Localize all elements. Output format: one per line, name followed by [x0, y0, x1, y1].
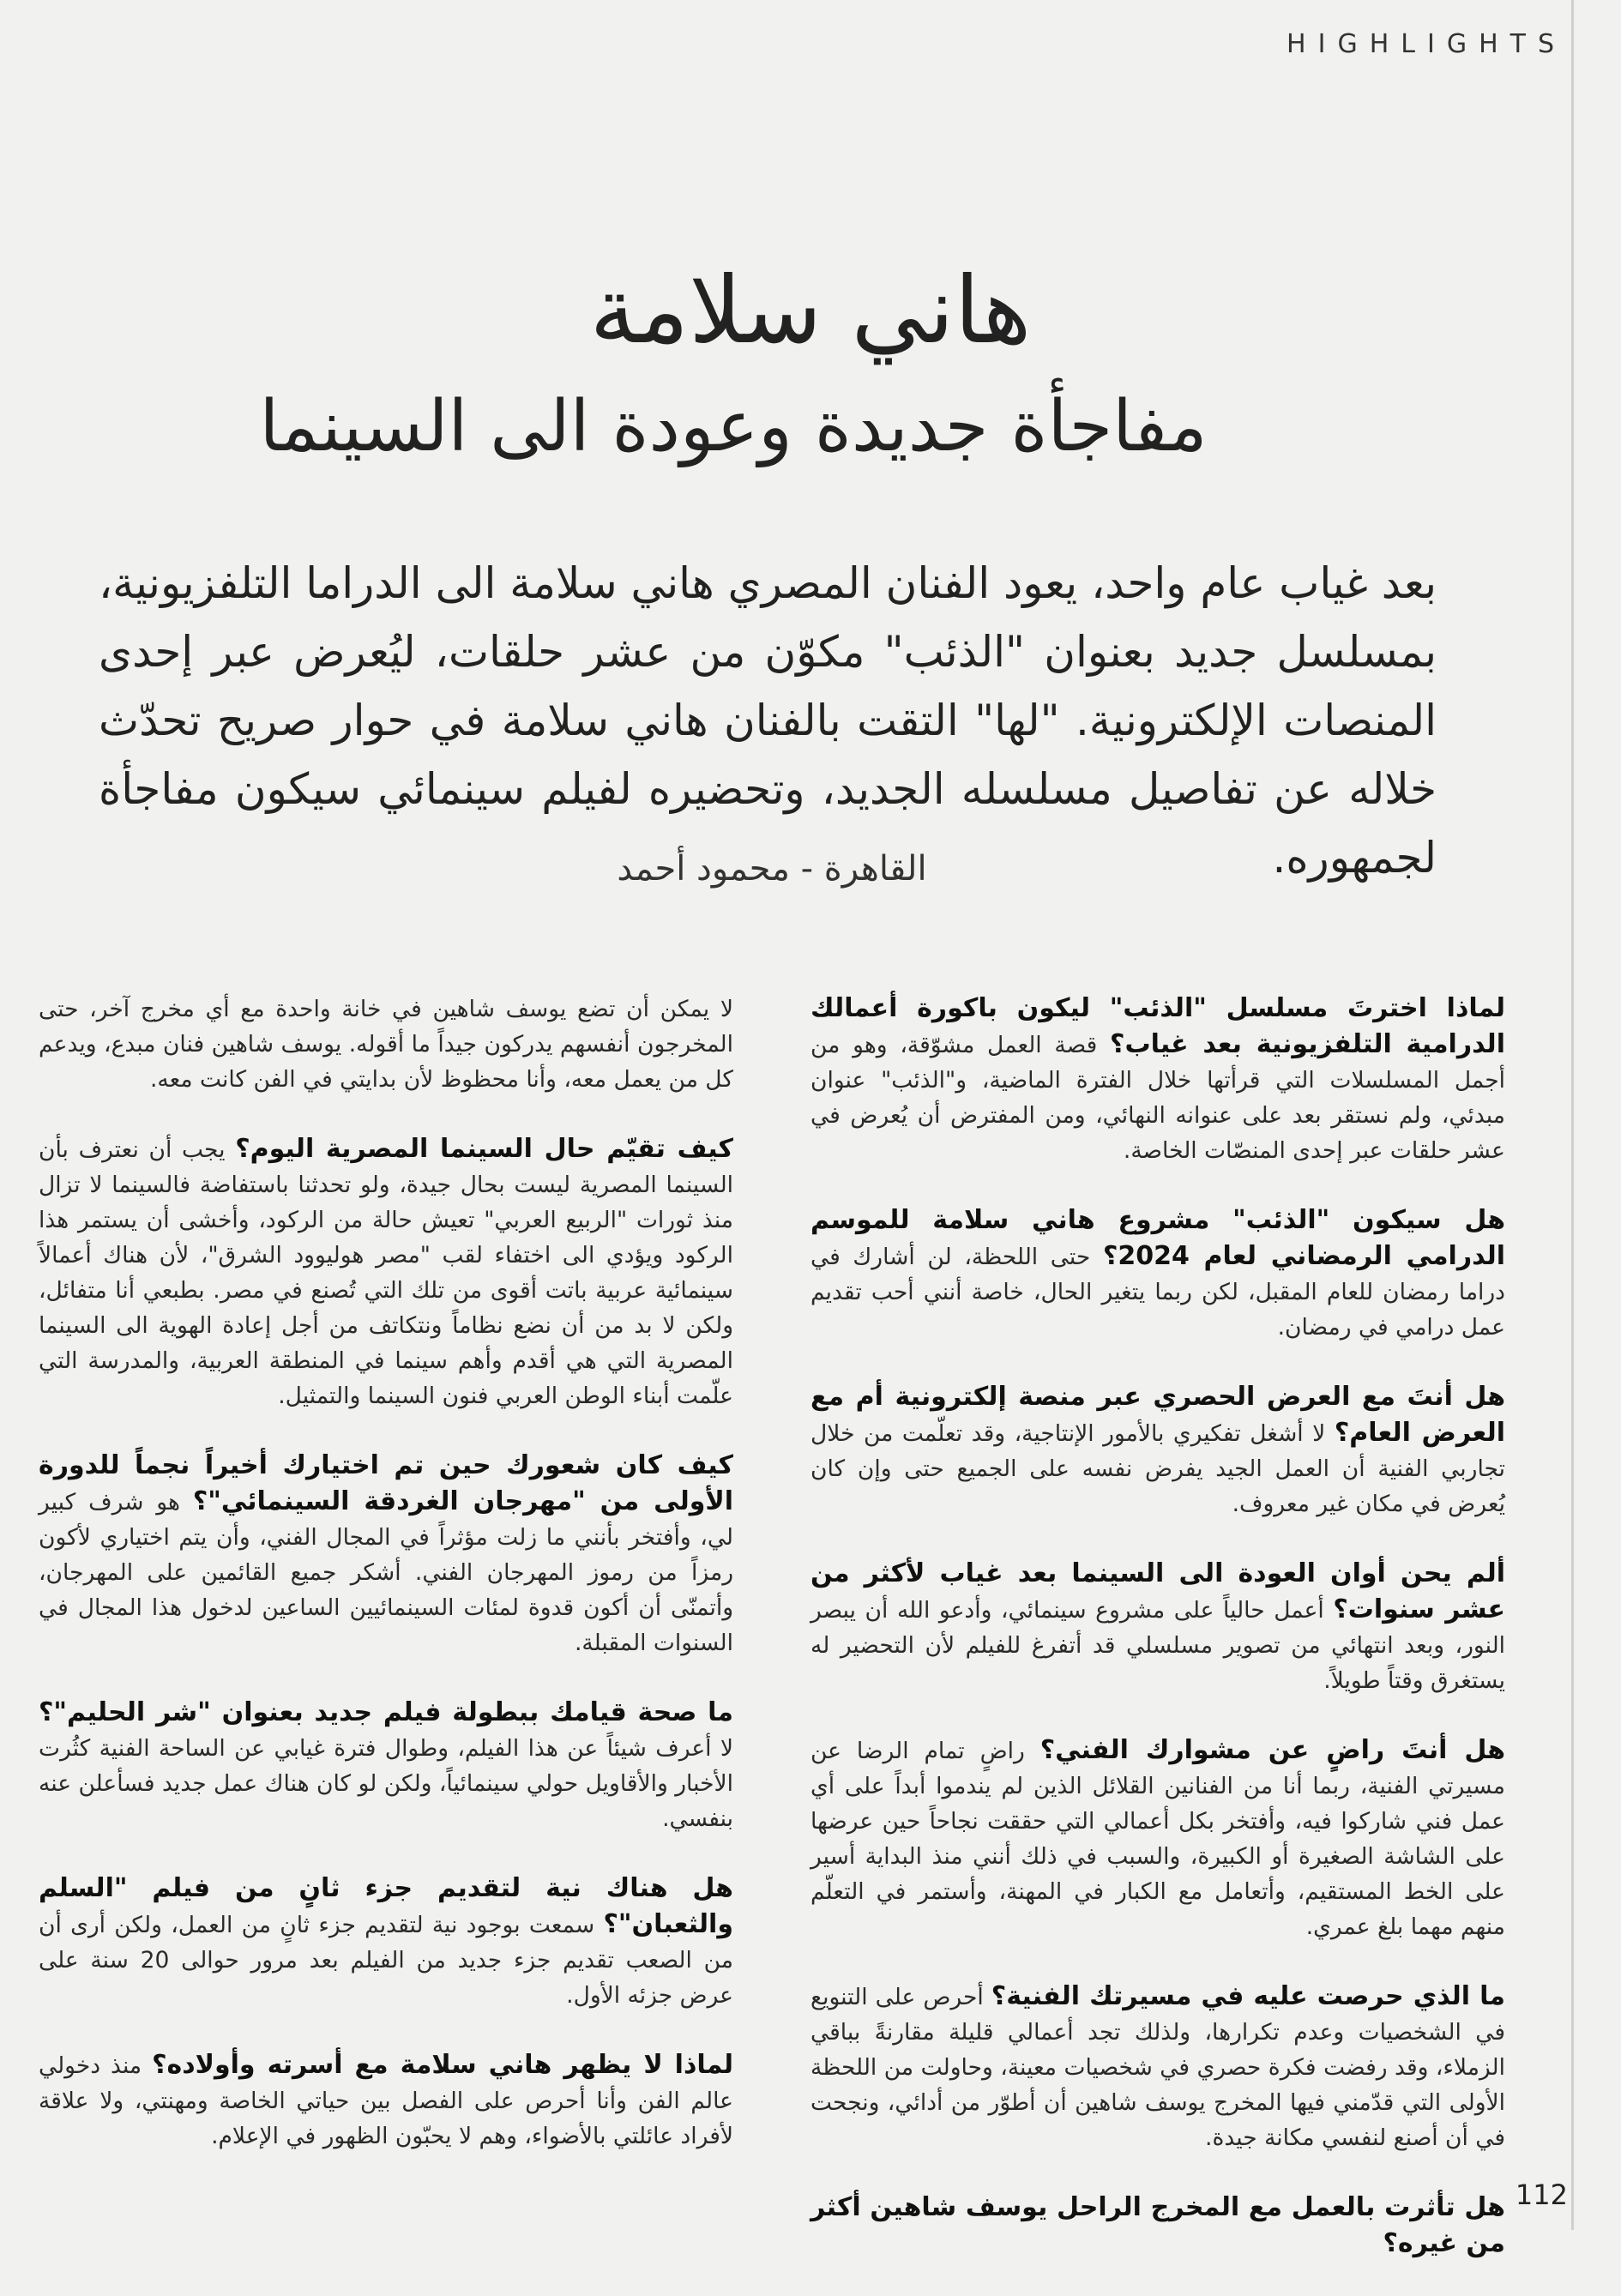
qa-item	[39, 1695, 733, 1836]
qa-item	[39, 1448, 733, 1660]
answer: أعمل حالياً على مشروع سينمائي، وأدعو الله أن يبصر النور، وبعد انتهائي من تصوير مسلسلي قد أتفرغ للفيلم لأن التحضير له يستغرق وقتاً طويلاً.	[810, 1597, 1505, 1694]
qa-item	[39, 1131, 733, 1413]
answer: لا يمكن أن تضع يوسف شاهين في خانة واحدة مع أي مخرج آخر، حتى المخرجون أنفسهم يدركون جيداً ما أقوله. يوسف شاهين فنان مبدع، ويدعم كل من يعمل معه، وأنا محظوظ لأن بدايتي في الفن كانت معه.	[39, 996, 733, 1093]
question: ما الذي حرصت عليه في مسيرتك الفنية؟	[991, 1981, 1505, 2011]
answer: لا أشغل تفكيري بالأمور الإنتاجية، وقد تعلّمت من خلال تجاربي الفنية أن العمل الجيد يفرض نفسه على الجميع حتى وإن كان يُعرض في مكان غير معروف.	[810, 1420, 1505, 1517]
qa-item	[810, 2190, 1505, 2262]
question: ألم يحن أوان العودة الى السينما بعد غياب لأكثر من عشر سنوات؟	[810, 1558, 1505, 1624]
byline: القاهرة - محمود أحمد	[617, 849, 927, 889]
qa-item	[810, 1379, 1505, 1522]
article-subtitle: مفاجأة جديدة وعودة الى السينما	[259, 386, 1208, 467]
qa-item	[39, 1871, 733, 2013]
qa-item	[810, 1733, 1505, 1944]
question: لماذا اخترتَ مسلسل "الذئب" ليكون باكورة أعمالك الدرامية التلفزيونية بعد غياب؟	[810, 993, 1505, 1059]
left-column	[39, 991, 733, 2188]
right-column	[810, 991, 1505, 2296]
qa-item	[39, 991, 733, 1097]
section-label: HIGHLIGHTS	[1287, 29, 1566, 59]
answer: لا أعرف شيئاً عن هذا الفيلم، وطوال فترة غيابي عن الساحة الفنية كثُرت الأخبار والأقاويل حولي سينمائياً، ولكن لو كان هناك عمل جديد فسأعلن عنه بنفسي.	[39, 1735, 733, 1832]
article-intro: بعد غياب عام واحد، يعود الفنان المصري هاني سلامة الى الدراما التلفزيونية، بمسلسل جديد بعنوان "الذئب" مكوّن من عشر حلقات، ليُعرض عبر إحدى المنصات الإلكترونية. "لها" التقت بالفنان هاني سلامة في حوار صريح تحدّث خلاله عن تفاصيل مسلسله الجديد، وتحضيره لفيلم سينمائي سيكون مفاجأة لجمهوره.	[99, 558, 1437, 883]
qa-item	[39, 2047, 733, 2154]
answer: سمعت بوجود نية لتقديم جزء ثانٍ من العمل، ولكن أرى أن من الصعب تقديم جزء جديد من الفيلم بعد مرور حوالى 20 سنة على عرض جزئه الأول.	[39, 1912, 733, 2009]
question: هل هناك نية لتقديم جزء ثانٍ من فيلم "السلم والثعبان"؟	[39, 1873, 733, 1939]
answer: يجب أن نعترف بأن السينما المصرية ليست بحال جيدة، ولو تحدثنا باستفاضة فالسينما لا تزال منذ ثورات "الربيع العربي" تعيش حالة من الركود، وأخشى أن يستمر هذا الركود ويؤدي الى اختفاء لقب "مصر هوليوود الشرق"، لأن هناك أعمالاً سينمائية عربية باتت أقوى من تلك التي تُصنع في مصر. بطبعي أنا متفائل، ولكن لا بد من أن نضع نظاماً ونتكاتف من أجل إعادة الهوية الى السينما المصرية التي هي أقدم وأهم سينما في المنطقة العربية، والمدرسة التي علّمت أبناء الوطن العربي فنون السينما والتمثيل.	[39, 1136, 733, 1409]
question: لماذا لا يظهر هاني سلامة مع أسرته وأولاده؟	[152, 2050, 734, 2080]
question: هل أنتَ راضٍ عن مشوارك الفني؟	[1039, 1735, 1505, 1765]
question: هل تأثرت بالعمل مع المخرج الراحل يوسف شاهين أكثر من غيره؟	[810, 2192, 1505, 2258]
question: ما صحة قيامك ببطولة فيلم جديد بعنوان "شر الحليم"؟	[39, 1697, 733, 1727]
qa-item	[810, 1979, 1505, 2155]
page-number: 112	[1515, 2178, 1568, 2211]
question: هل أنتَ مع العرض الحصري عبر منصة إلكترونية أم مع العرض العام؟	[810, 1382, 1505, 1448]
qa-item	[810, 1556, 1505, 1698]
answer: أحرص على التنويع في الشخصيات وعدم تكرارها، ولذلك تجد أعمالي قليلة مقارنةً بباقي الزملاء، وقد رفضت فكرة حصري في شخصيات معينة، وحاولت من اللحظة الأولى التي قدّمني فيها المخرج يوسف شاهين أن أطوّر من أدائي، ونجحت في أن أصنع لنفسي مكانة جيدة.	[810, 1984, 1505, 2151]
answer: حتى اللحظة، لن أشارك في دراما رمضان للعام المقبل، لكن ربما يتغير الحال، خاصة أنني أحب تقديم عمل درامي في رمضان.	[810, 1244, 1505, 1341]
answer: راضٍ تمام الرضا عن مسيرتي الفنية، ربما أنا من الفنانين القلائل الذين لم يندموا أبداً على أي عمل فني شاركوا فيه، وأفتخر بكل أعمالي التي حققت نجاحاً حين عرضها على الشاشة الصغيرة أو الكبيرة، والسبب في ذلك أنني منذ البداية أسير على الخط المستقيم، وأتعامل مع الكبار في المهنة، وأستمر في التعلّم منهم مهما بلغ عمري.	[810, 1738, 1505, 1940]
question: كيف كان شعورك حين تم اختيارك أخيراً نجماً للدورة الأولى من "مهرجان الغردقة السينمائي"؟	[39, 1450, 733, 1516]
qa-item	[810, 991, 1505, 1168]
qa-item	[810, 1202, 1505, 1345]
answer: هو شرف كبير لي، وأفتخر بأنني ما زلت مؤثراً في المجال الفني، وأن يتم اختياري لأكون رمزاً من رموز المهرجان الفني. أشكر جميع القائمين على المهرجان، وأتمنّى أن أكون قدوة لمئات السينمائيين الساعين لدخول هذا المجال في السنوات المقبلة.	[39, 1489, 733, 1656]
question: كيف تقيّم حال السينما المصرية اليوم؟	[235, 1134, 733, 1164]
answer: منذ دخولي عالم الفن وأنا أحرص على الفصل بين حياتي الخاصة ومهنتي، ولا علاقة لأفراد عائلتي بالأضواء، وهم لا يحبّون الظهور في الإعلام.	[39, 2052, 733, 2149]
answer: قصة العمل مشوّقة، وهو من أجمل المسلسلات التي قرأتها خلال الفترة الماضية، و"الذئب" عنوان مبدئي، ولم نستقر بعد على عنوانه النهائي، ومن المفترض أن يُعرض في عشر حلقات عبر إحدى المنصّات الخاصة.	[810, 1032, 1505, 1164]
article-title: هاني سلامة	[589, 257, 1032, 365]
question: هل سيكون "الذئب" مشروع هاني سلامة للموسم الدرامي الرمضاني لعام 2024؟	[810, 1205, 1505, 1271]
